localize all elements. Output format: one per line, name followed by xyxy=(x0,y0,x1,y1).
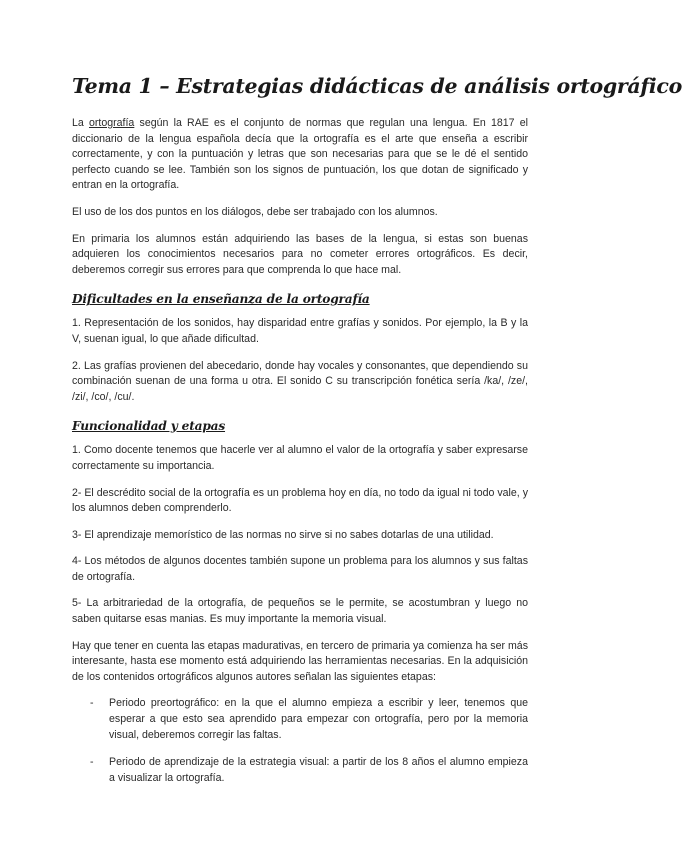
dificultades-item-1: 1. Representación de los sonidos, hay disparidad entre grafías y sonidos. Por ejemplo, la B y la V, suenan igual, lo que añade dificultad. xyxy=(72,317,528,345)
list-item-text: Periodo preortográfico: en la que el alumno empieza a escribir y leer, tenemos que esperar a que esto sea aprendido para empezar con ortografía, pero por la memoria visual, deberemos corregir las faltas. xyxy=(109,697,528,741)
intro-paragraph-primaria: En primaria los alumnos están adquiriendo las bases de la lengua, si estas son buenas adquieren los conocimientos necesarios para no cometer errores ortográficos. Es decir, deberemos corregir sus errores para que comprenda lo que hace mal. xyxy=(72,232,528,276)
ortografia-term: ortografía xyxy=(88,117,135,129)
intro-text-after: según la RAE es el conjunto de normas que regulan una lengua. En 1817 el diccionario de la lengua española decía que la ortografía es el arte que enseña a escribir correctamente, y con la puntuación y letras que son necesarias para que se le dé el sentido perfecto cuando se lee. También son los signos de puntuación, los que dotan de significado y entran en la ortografía. xyxy=(72,117,528,192)
dash-bullet: - xyxy=(90,756,94,769)
intro-text-before: La xyxy=(72,117,89,129)
etapas-intro-paragraph: Hay que tener en cuenta las etapas madurativas, en tercero de primaria ya comienza ha ser más interesante, hasta ese momento está adquiriendo las herramientas necesarias. En la adquisición de los contenidos ortográficos algunos autores señalan las siguientes etapas: xyxy=(72,639,528,683)
etapas-list xyxy=(72,696,528,786)
funcionalidad-item-4: 4- Los métodos de algunos docentes también supone un problema para los alumnos y sus faltas de ortografía. xyxy=(72,555,528,583)
funcionalidad-item-3: 3- El aprendizaje memorístico de las normas no sirve si no sabes dotarlas de una utilidad. xyxy=(72,528,494,541)
intro-paragraph-definition xyxy=(72,116,528,194)
section-heading-dificultades: Dificultades en la enseñanza de la ortografía xyxy=(72,292,370,307)
page-title: Tema 1 – Estrategias didácticas de análisis ortográfico xyxy=(72,74,682,98)
list-item-text: Periodo de aprendizaje de la estrategia visual: a partir de los 8 años el alumno empieza a visualizar la ortografía. xyxy=(109,756,528,784)
dificultades-item-2: 2. Las grafías provienen del abecedario, donde hay vocales y consonantes, que dependiendo su combinación suenan de una forma u otra. El sonido C su transcripción fonética sería /ka/, /ze/, /zi/, /co/, /cu/. xyxy=(72,359,528,403)
intro-paragraph-dialogos: El uso de los dos puntos en los diálogos, debe ser trabajado con los alumnos. xyxy=(72,205,438,218)
section-heading-funcionalidad: Funcionalidad y etapas xyxy=(72,419,226,434)
list-item xyxy=(72,696,528,743)
dash-bullet: - xyxy=(90,697,94,710)
list-item xyxy=(72,755,528,786)
funcionalidad-item-1: 1. Como docente tenemos que hacerle ver al alumno el valor de la ortografía y saber expresarse correctamente su importancia. xyxy=(72,444,528,472)
funcionalidad-item-5: 5- La arbitrariedad de la ortografía, de pequeños se le permite, se acostumbran y luego no saben quitarse esas manias. Es muy importante la memoria visual. xyxy=(72,597,528,626)
funcionalidad-item-2: 2- El descrédito social de la ortografía es un problema hoy en día, no todo da igual ni todo vale, y los alumnos deben comprenderlo. xyxy=(72,486,528,515)
